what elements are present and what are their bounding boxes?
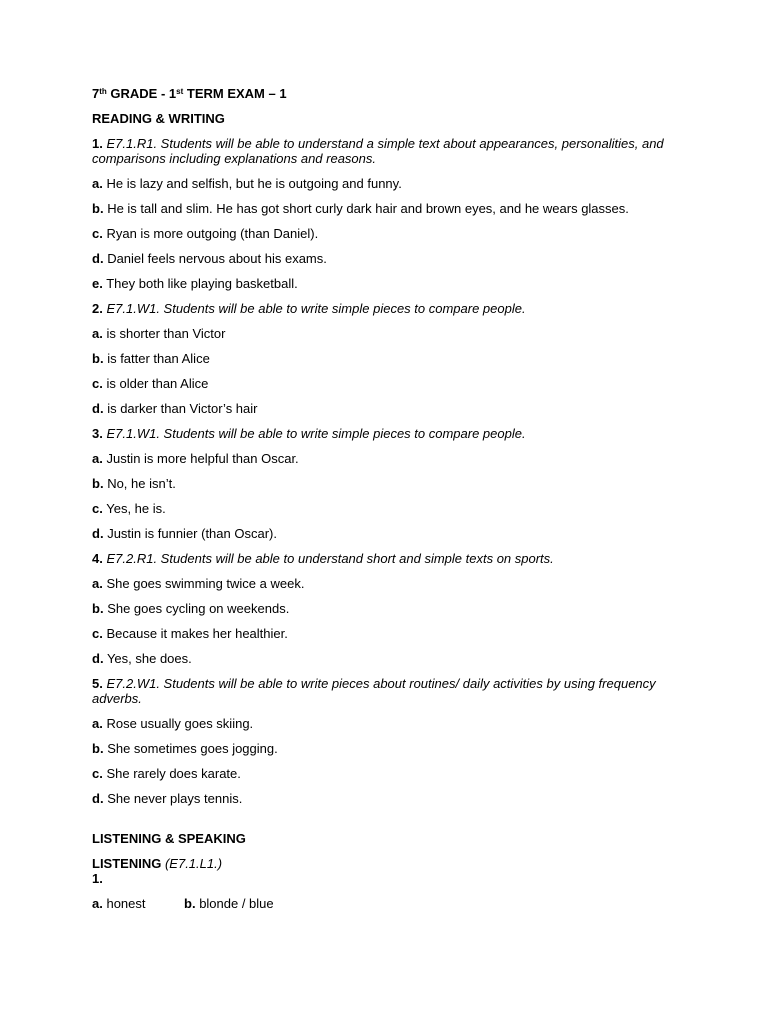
answer-letter: c. [92,501,103,516]
answer-item [92,476,682,491]
answer-letter: d. [92,526,104,541]
answer-item [92,766,682,781]
section-number: 3. [92,426,103,441]
answer-text: She goes swimming twice a week. [106,576,305,591]
answer-item [92,226,682,241]
answer-text: They both like playing basketball. [106,276,298,291]
answer-letter: a. [92,451,103,466]
listening-subheading [92,856,682,871]
answer-letter: a. [92,176,103,191]
section-spacer [92,816,682,831]
answer-text: He is tall and slim. He has got short curly dark hair and brown eyes, and he wears glasses. [107,201,629,216]
answer-item [92,501,682,516]
answer-letter: b. [92,476,104,491]
objective-text: E7.1.W1. Students will be able to write simple pieces to compare people. [106,426,526,441]
answer-text: Because it makes her healthier. [106,626,288,641]
answer-text: She never plays tennis. [107,791,243,806]
answer-text: is fatter than Alice [107,351,210,366]
section-number: 2. [92,301,103,316]
answer-item [92,651,682,666]
listening-code: (E7.1.L1.) [164,856,223,871]
answer-letter: b. [184,896,196,911]
answer-item [92,451,682,466]
answer-text: Yes, he is. [106,501,166,516]
answer-letter: a. [92,326,103,341]
answer-letter: b. [92,201,104,216]
answer-item [92,896,184,911]
answer-text: Daniel feels nervous about his exams. [107,251,327,266]
section-number: 1. [92,136,103,151]
answer-item [92,716,682,731]
answer-letter: a. [92,896,103,911]
answer-item [92,376,682,391]
section-objective [92,551,682,566]
answer-text: is shorter than Victor [106,326,226,341]
answer-letter: d. [92,401,104,416]
answer-item [92,576,682,591]
listening-speaking-heading: LISTENING & SPEAKING [92,831,246,846]
answer-text: No, he isn’t. [107,476,176,491]
title-grade-text: GRADE - 1 [106,86,177,101]
answer-text: He is lazy and selfish, but he is outgoing and funny. [106,176,402,191]
document-page [92,86,682,921]
answer-item [92,526,682,541]
answer-letter: c. [92,376,103,391]
objective-text: E7.1.R1. Students will be able to understand a simple text about appearances, personalities, and comparisons including explanations and reasons. [92,136,664,166]
title-grade-superscript: th [99,87,107,96]
answer-text: blonde / blue [199,896,274,911]
section-number: 5. [92,676,103,691]
answer-letter: b. [92,351,104,366]
answer-letter: c. [92,766,103,781]
answer-text: She goes cycling on weekends. [107,601,290,616]
reading-writing-heading: READING & WRITING [92,111,225,126]
answer-text: Justin is funnier (than Oscar). [107,526,277,541]
section-objective [92,136,682,166]
answer-item [92,201,682,216]
objective-text: E7.1.W1. Students will be able to write simple pieces to compare people. [106,301,526,316]
section-objective [92,301,682,316]
answer-item [184,896,274,911]
answer-letter: a. [92,716,103,731]
answer-item [92,626,682,641]
answer-letter: c. [92,226,103,241]
objective-text: E7.2.R1. Students will be able to understand short and simple texts on sports. [106,551,554,566]
answer-text: She rarely does karate. [106,766,241,781]
answer-item [92,251,682,266]
section-number: 4. [92,551,103,566]
answer-letter: b. [92,601,104,616]
answer-text: Yes, she does. [106,651,192,666]
answer-item [92,326,682,341]
answer-letter: e. [92,276,103,291]
answer-text: Ryan is more outgoing (than Daniel). [106,226,319,241]
answer-item [92,401,682,416]
title-grade-number: 7 [92,86,100,101]
answer-text: is darker than Victor’s hair [107,401,258,416]
answer-letter: c. [92,626,103,641]
answer-letter: b. [92,741,104,756]
section-objective [92,676,682,706]
objective-text: E7.2.W1. Students will be able to write pieces about routines/ daily activities by using frequency adverbs. [92,676,656,706]
answer-item [92,601,682,616]
answer-text: honest [106,896,146,911]
answer-item [92,791,682,806]
answer-letter: a. [92,576,103,591]
section-objective [92,426,682,441]
answer-text: She sometimes goes jogging. [107,741,278,756]
answer-item [92,351,682,366]
title-term-text: TERM EXAM – 1 [183,86,287,101]
answer-item [92,176,682,191]
listening-answers-row [92,896,682,911]
answer-letter: d. [92,791,104,806]
answer-text: Rose usually goes skiing. [106,716,254,731]
title-term-superscript: st [176,87,184,96]
answer-text: is older than Alice [106,376,209,391]
answer-item [92,741,682,756]
listening-label: LISTENING [92,856,162,871]
answer-letter: d. [92,251,104,266]
listening-item-number: 1. [92,871,103,886]
page-title [92,86,682,101]
answer-item [92,276,682,291]
answer-text: Justin is more helpful than Oscar. [106,451,299,466]
answer-letter: d. [92,651,104,666]
